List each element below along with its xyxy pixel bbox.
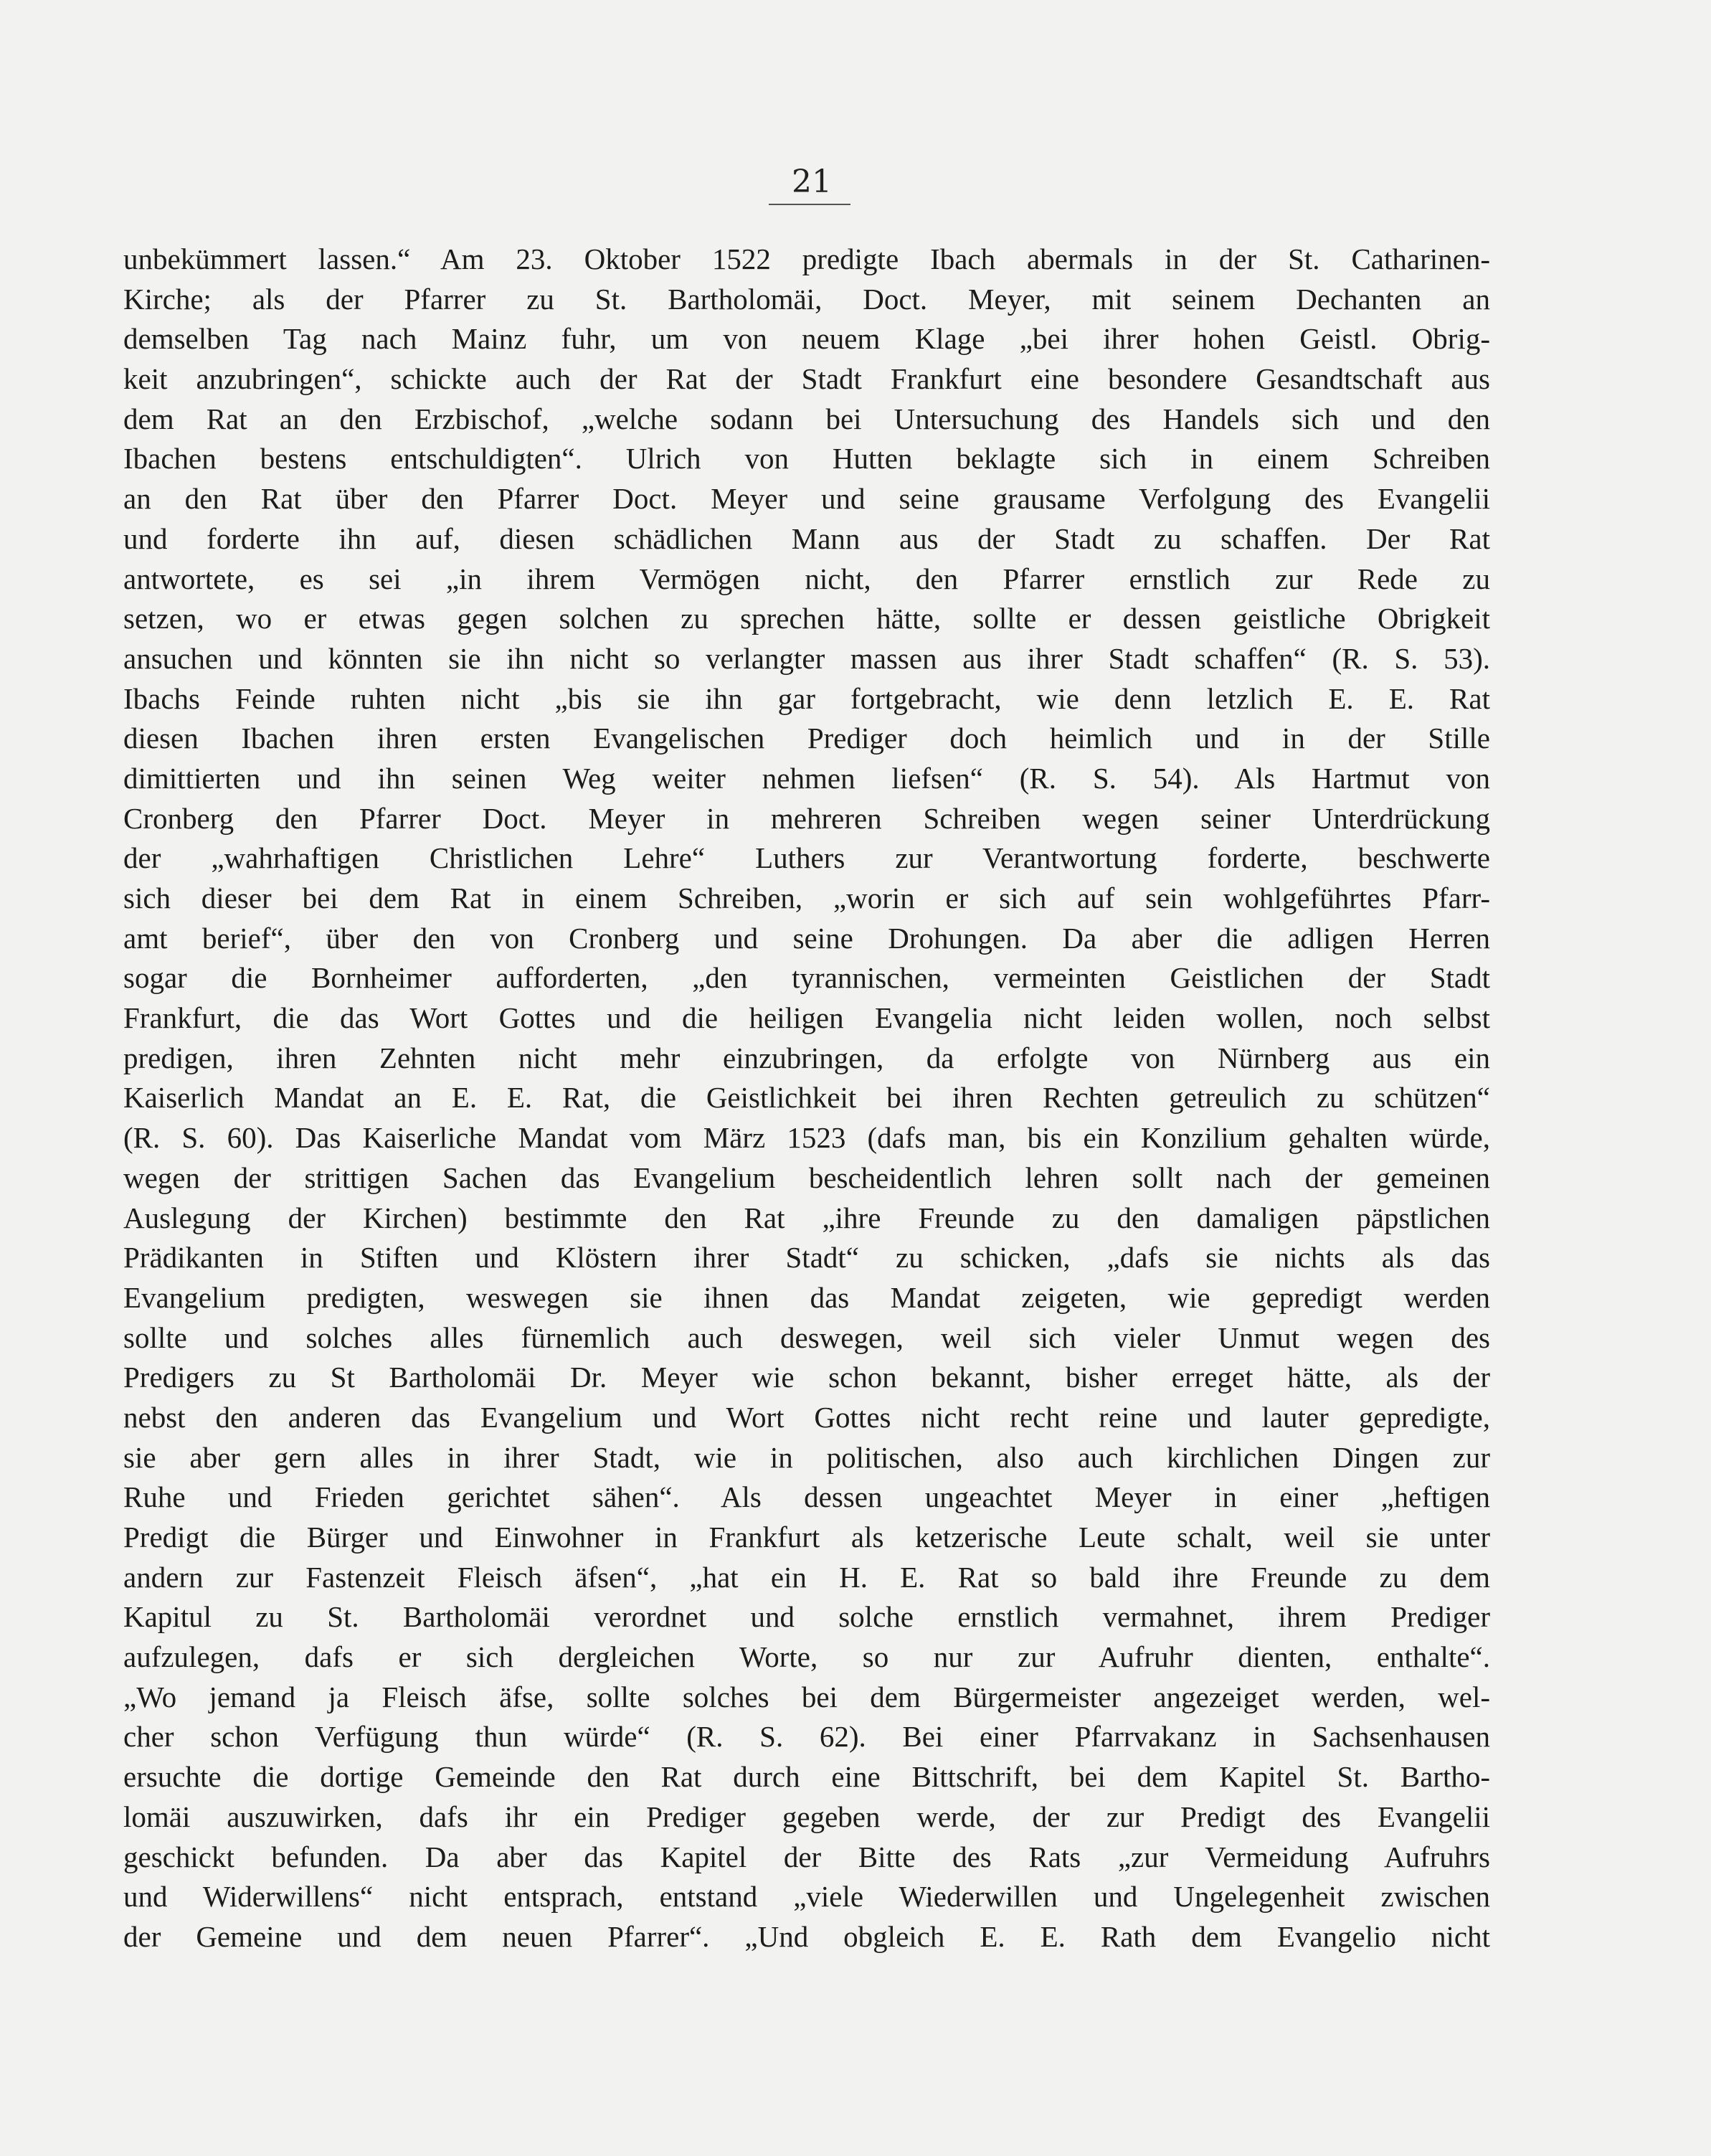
page-number: 21 [792, 164, 832, 200]
text-line: „Wo jemand ja Fleisch äfse, sollte solches bei dem Bürgermeister angezeiget werden, wel- [123, 1680, 1490, 1713]
text-line: geschickt befunden. Da aber das Kapitel der Bitte des Rats „zur Vermeidung Aufruhrs [123, 1840, 1490, 1873]
text-line: Kaiserlich Mandat an E. E. Rat, die Geistlichkeit bei ihren Rechten getreulich zu schützen“ [123, 1081, 1490, 1115]
text-line: Kirche; als der Pfarrer zu St. Bartholomäi, Doct. Meyer, mit seinem Dechanten an [123, 282, 1490, 316]
body-text [123, 240, 1490, 1957]
text-line: Ibachen bestens entschuldigten“. Ulrich von Hutten beklagte sich in einem Schreiben [123, 442, 1490, 476]
text-line: Predigt die Bürger und Einwohner in Frankfurt als ketzerische Leute schalt, weil sie unter [123, 1521, 1490, 1554]
text-line: amt berief“, über den von Cronberg und seine Drohungen. Da aber die adligen Herren [123, 921, 1490, 955]
text-line: unbekümmert lassen.“ Am 23. Oktober 1522 predigte Ibach abermals in der St. Catharinen- [123, 242, 1490, 275]
text-line: lomäi auszuwirken, dafs ihr ein Prediger gegeben werde, der zur Predigt des Evangelii [123, 1800, 1490, 1833]
text-line: dimittierten und ihn seinen Weg weiter nehmen liefsen“ (R. S. 54). Als Hartmut von [123, 761, 1490, 795]
text-line: aufzulegen, dafs er sich dergleichen Worte, so nur zur Aufruhr dienten, enthalte“. [123, 1640, 1490, 1674]
text-line: ersuchte die dortige Gemeinde den Rat durch eine Bittschrift, bei dem Kapitel St. Bartho- [123, 1760, 1490, 1794]
text-line: nebst den anderen das Evangelium und Wort Gottes nicht recht reine und lauter gepredigte, [123, 1400, 1490, 1434]
text-line: Ibachs Feinde ruhten nicht „bis sie ihn gar fortgebracht, wie denn letzlich E. E. Rat [123, 681, 1490, 715]
text-line: Predigers zu St Bartholomäi Dr. Meyer wie schon bekannt, bisher erreget hätte, als der [123, 1361, 1490, 1394]
text-line: demselben Tag nach Mainz fuhr, um von neuem Klage „bei ihrer hohen Geistl. Obrig- [123, 322, 1490, 356]
text-line: Kapitul zu St. Bartholomäi verordnet und solche ernstlich vermahnet, ihrem Prediger [123, 1600, 1490, 1634]
text-line: antwortete, es sei „in ihrem Vermögen nicht, den Pfarrer ernstlich zur Rede zu [123, 562, 1490, 595]
text-line: Cronberg den Pfarrer Doct. Meyer in mehreren Schreiben wegen seiner Unterdrückung [123, 801, 1490, 835]
text-line: sie aber gern alles in ihrer Stadt, wie in politischen, also auch kirchlichen Dingen zur [123, 1440, 1490, 1474]
text-line: an den Rat über den Pfarrer Doct. Meyer und seine grausame Verfolgung des Evangelii [123, 482, 1490, 516]
text-line: ansuchen und könnten sie ihn nicht so verlangter massen aus ihrer Stadt schaffen“ (R. S. 53). [123, 641, 1490, 675]
text-line: der „wahrhaftigen Christlichen Lehre“ Luthers zur Verantwortung forderte, beschwerte [123, 841, 1490, 875]
text-line: setzen, wo er etwas gegen solchen zu sprechen hätte, sollte er dessen geistliche Obrigkeit [123, 602, 1490, 635]
text-line: diesen Ibachen ihren ersten Evangelischen Prediger doch heimlich und in der Stille [123, 722, 1490, 755]
text-line: Ruhe und Frieden gerichtet sähen“. Als dessen ungeachtet Meyer in einer „heftigen [123, 1480, 1490, 1514]
text-line: (R. S. 60). Das Kaiserliche Mandat vom März 1523 (dafs man, bis ein Konzilium gehalten würde, [123, 1121, 1490, 1155]
page-number-rule [769, 204, 850, 205]
text-line: sich dieser bei dem Rat in einem Schreiben, „worin er sich auf sein wohlgeführtes Pfarr- [123, 881, 1490, 914]
text-line: dem Rat an den Erzbischof, „welche sodann bei Untersuchung des Handels sich und den [123, 402, 1490, 435]
text-line: Auslegung der Kirchen) bestimmte den Rat „ihre Freunde zu den damaligen päpstlichen [123, 1201, 1490, 1234]
text-line: andern zur Fastenzeit Fleisch äfsen“, „hat ein H. E. Rat so bald ihre Freunde zu dem [123, 1560, 1490, 1594]
text-line: Frankfurt, die das Wort Gottes und die heiligen Evangelia nicht leiden wollen, noch selbst [123, 1001, 1490, 1035]
text-line: und forderte ihn auf, diesen schädlichen Mann aus der Stadt zu schaffen. Der Rat [123, 521, 1490, 555]
text-line: predigen, ihren Zehnten nicht mehr einzubringen, da erfolgte von Nürnberg aus ein [123, 1041, 1490, 1074]
text-line: Evangelium predigten, weswegen sie ihnen das Mandat zeigeten, wie gepredigt werden [123, 1280, 1490, 1314]
text-line: keit anzubringen“, schickte auch der Rat der Stadt Frankfurt eine besondere Gesandtschaft aus [123, 362, 1490, 396]
text-line: sogar die Bornheimer aufforderten, „den tyrannischen, vermeinten Geistlichen der Stadt [123, 961, 1490, 995]
text-line: und Widerwillens“ nicht entsprach, entstand „viele Wiederwillen und Ungelegenheit zwischen [123, 1880, 1490, 1914]
text-line: der Gemeine und dem neuen Pfarrer“. „Und obgleich E. E. Rath dem Evangelio nicht [123, 1919, 1490, 1953]
text-line: Prädikanten in Stiften und Klöstern ihrer Stadt“ zu schicken, „dafs sie nichts als das [123, 1241, 1490, 1275]
text-line: sollte und solches alles fürnemlich auch deswegen, weil sich vieler Unmut wegen des [123, 1320, 1490, 1354]
text-line: wegen der strittigen Sachen das Evangelium bescheidentlich lehren sollt nach der gemeinen [123, 1160, 1490, 1194]
text-line: cher schon Verfügung thun würde“ (R. S. 62). Bei einer Pfarrvakanz in Sachsenhausen [123, 1720, 1490, 1754]
